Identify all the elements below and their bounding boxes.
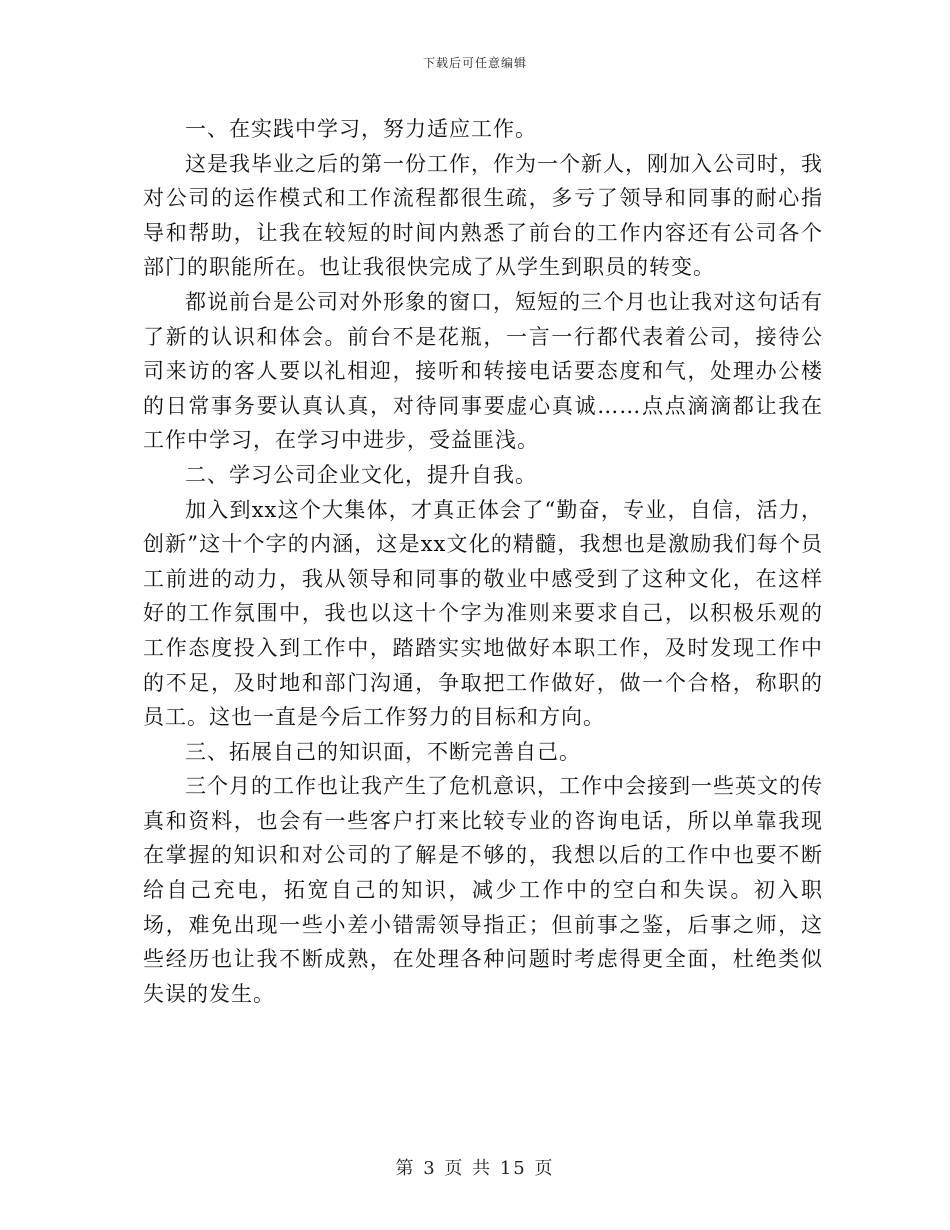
- paragraph: 三个月的工作也让我产生了危机意识，工作中会接到一些英文的传真和资料，也会有一些客户打来比较专业的咨询电话，所以单靠我现在掌握的知识和对公司的了解是不够的，我想以后的工作中也要不断给自己充电，拓宽自己的知识，减少工作中的空白和失误。初入职场，难免出现一些小差小错需领导指正；但前事之鉴，后事之师，这些经历也让我不断成熟，在处理各种问题时考虑得更全面，杜绝类似失误的发生。: [143, 774, 823, 1006]
- section-heading: 三、拓展自己的知识面，不断完善自己。: [185, 739, 581, 764]
- paragraph: 加入到xx这个大集体，才真正体会了“勤奋，专业，自信，活力，创新”这十个字的内涵，这是xx文化的精髓，我想也是激励我们每个员工前进的动力，我从领导和同事的敬业中感受到了这种文化，在这样好的工作氛围中，我也以这十个字为准则来要求自己，以积极乐观的工作态度投入到工作中，踏踏实实地做好本职工作，及时发现工作中的不足，及时地和部门沟通，争取把工作做好，做一个合格，称职的员工。这也一直是今后工作努力的目标和方向。: [143, 497, 823, 730]
- section-heading: 二、学习公司企业文化，提升自我。: [185, 462, 537, 487]
- document-body: [143, 112, 823, 1011]
- page-header: 下载后可任意编辑: [422, 56, 527, 70]
- page-footer: 第 3 页 共 15 页: [395, 1158, 555, 1179]
- paragraph: 这是我毕业之后的第一份工作，作为一个新人，刚加入公司时，我对公司的运作模式和工作流程都很生疏，多亏了领导和同事的耐心指导和帮助，让我在较短的时间内熟悉了前台的工作内容还有公司各个部门的职能所在。也让我很快完成了从学生到职员的转变。: [143, 151, 823, 280]
- paragraph: 都说前台是公司对外形象的窗口，短短的三个月也让我对这句话有了新的认识和体会。前台不是花瓶，一言一行都代表着公司，接待公司来访的客人要以礼相迎，接听和转接电话要态度和气，处理办公楼的日常事务要认真认真，对待同事要虚心真诚……点点滴滴都让我在工作中学习，在学习中进步，受益匪浅。: [143, 289, 823, 453]
- section-heading: 一、在实践中学习，努力适应工作。: [185, 117, 537, 141]
